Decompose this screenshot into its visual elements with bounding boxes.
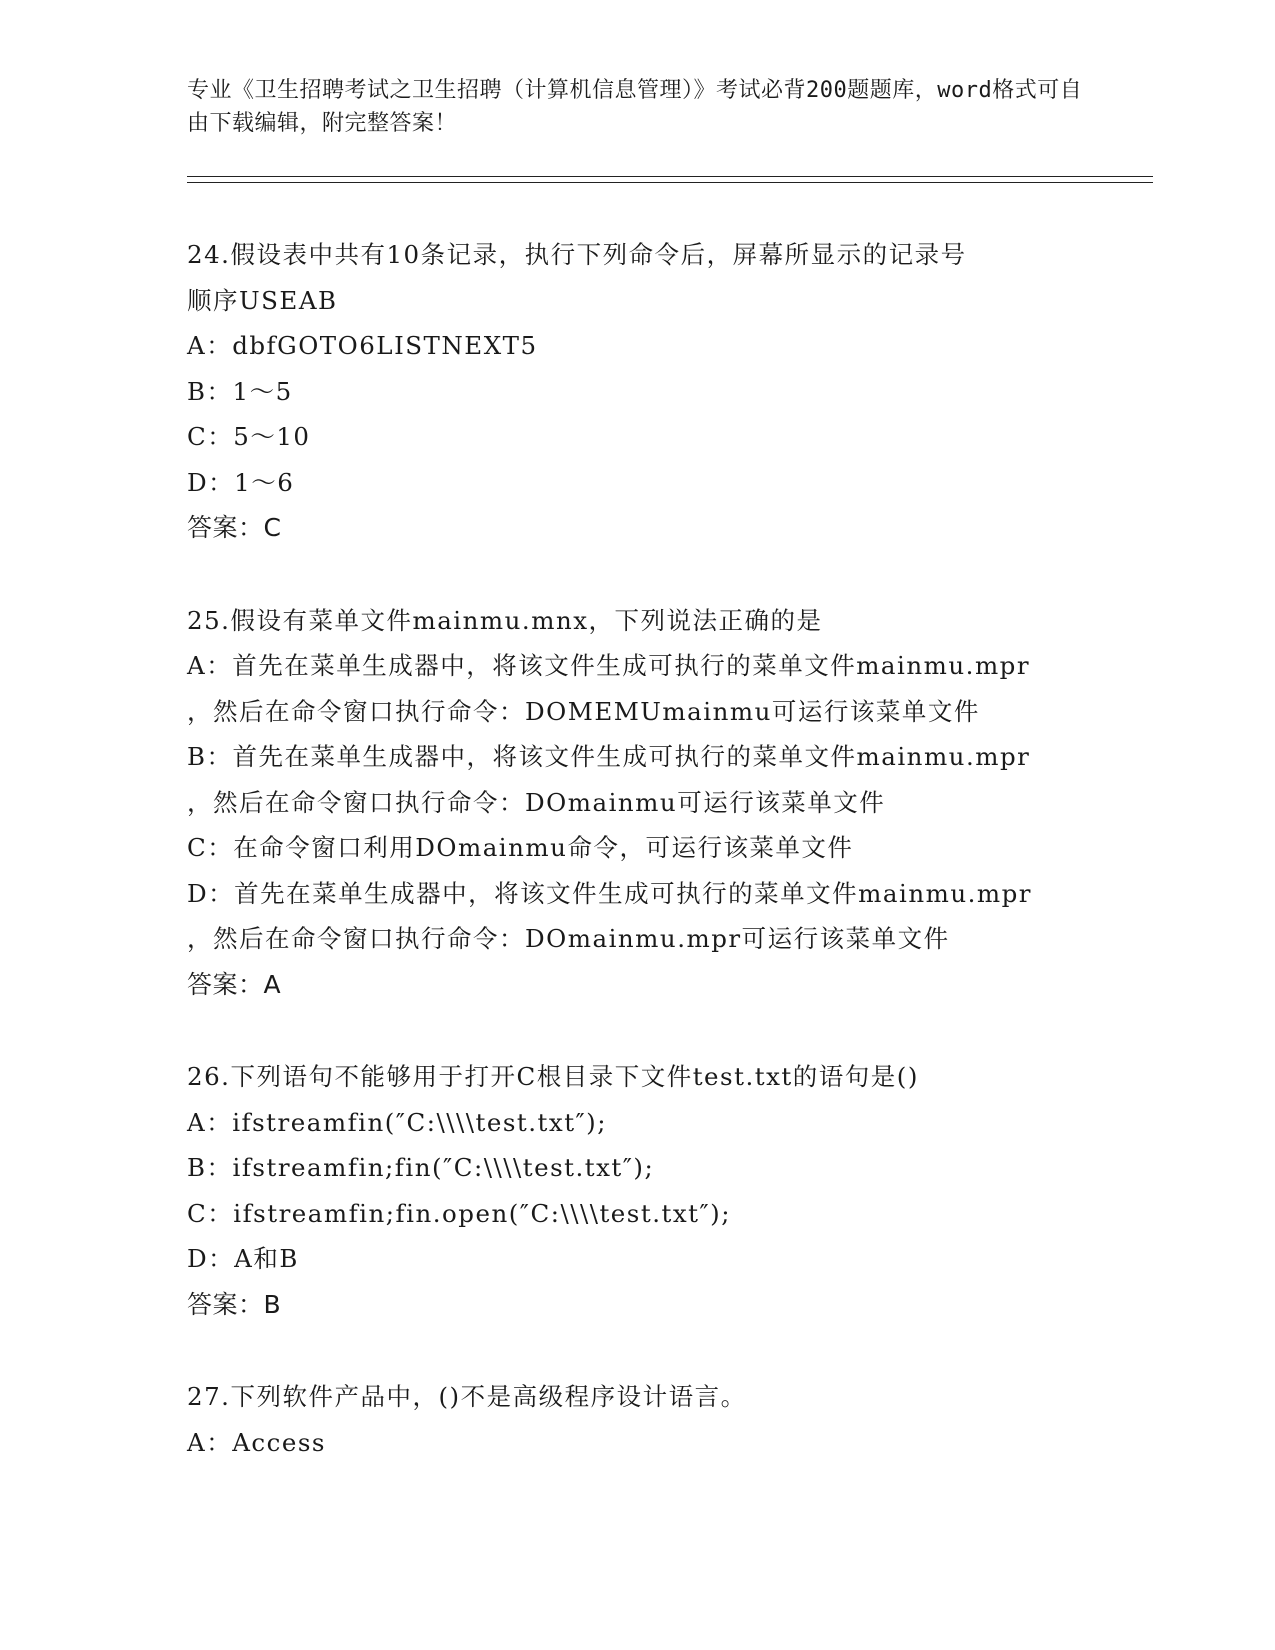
header-divider-top [187,176,1153,177]
answer-label: 答案：C [187,513,282,542]
option-a-continued: ，然后在命令窗口执行命令：DOMEMUmainmu可运行该菜单文件 [187,696,980,726]
option-b: B：1～5 [187,376,293,406]
document-header: 专业《卫生招聘考试之卫生招聘（计算机信息管理）》考试必背200题题库，word格式可自由下载编辑，附完整答案！ [187,78,1083,136]
option-c: C：在命令窗口利用DOmainmu命令，可运行该菜单文件 [187,833,854,862]
option-c: C：5～10 [187,422,311,451]
option-d: D：首先在菜单生成器中，将该文件生成可执行的菜单文件mainmu.mpr [187,878,1033,908]
question-stem: 26.下列语句不能够用于打开C根目录下文件test.txt的语句是() [187,1062,919,1091]
question-stem: 25.假设有菜单文件mainmu.mnx，下列说法正确的是 [187,605,823,635]
question-stem: 24.假设表中共有10条记录，执行下列命令后，屏幕所显示的记录号 [187,240,967,269]
answer-label: 答案：A [187,969,282,999]
option-c: C：ifstreamfin;fin.open(″C:\\\\test.txt″); [187,1198,731,1228]
option-d: D：A和B [187,1244,299,1273]
question-25 [187,598,1127,1008]
answer-label: 答案：B [187,1289,282,1319]
question-24 [187,232,1127,551]
question-26 [187,1054,1127,1327]
option-b: B：ifstreamfin;fin(″C:\\\\test.txt″); [187,1153,655,1182]
question-stem-continued: 顺序USEAB [187,285,338,315]
question-list [187,232,1127,1512]
option-d: D：1～6 [187,467,295,497]
option-b: B：首先在菜单生成器中，将该文件生成可执行的菜单文件mainmu.mpr [187,742,1031,771]
option-b-continued: ，然后在命令窗口执行命令：DOmainmu可运行该菜单文件 [187,787,886,817]
option-d-continued: ，然后在命令窗口执行命令：DOmainmu.mpr可运行该菜单文件 [187,924,950,953]
header-divider-bottom [187,182,1153,183]
option-a: A：Access [187,1427,326,1457]
option-a: A：首先在菜单生成器中，将该文件生成可执行的菜单文件mainmu.mpr [187,651,1031,680]
option-a: A：dbfGOTO6LISTNEXT5 [187,331,538,360]
question-stem: 27.下列软件产品中，()不是高级程序设计语言。 [187,1382,747,1411]
option-a: A：ifstreamfin(″C:\\\\test.txt″); [187,1107,607,1137]
question-27 [187,1374,1127,1465]
